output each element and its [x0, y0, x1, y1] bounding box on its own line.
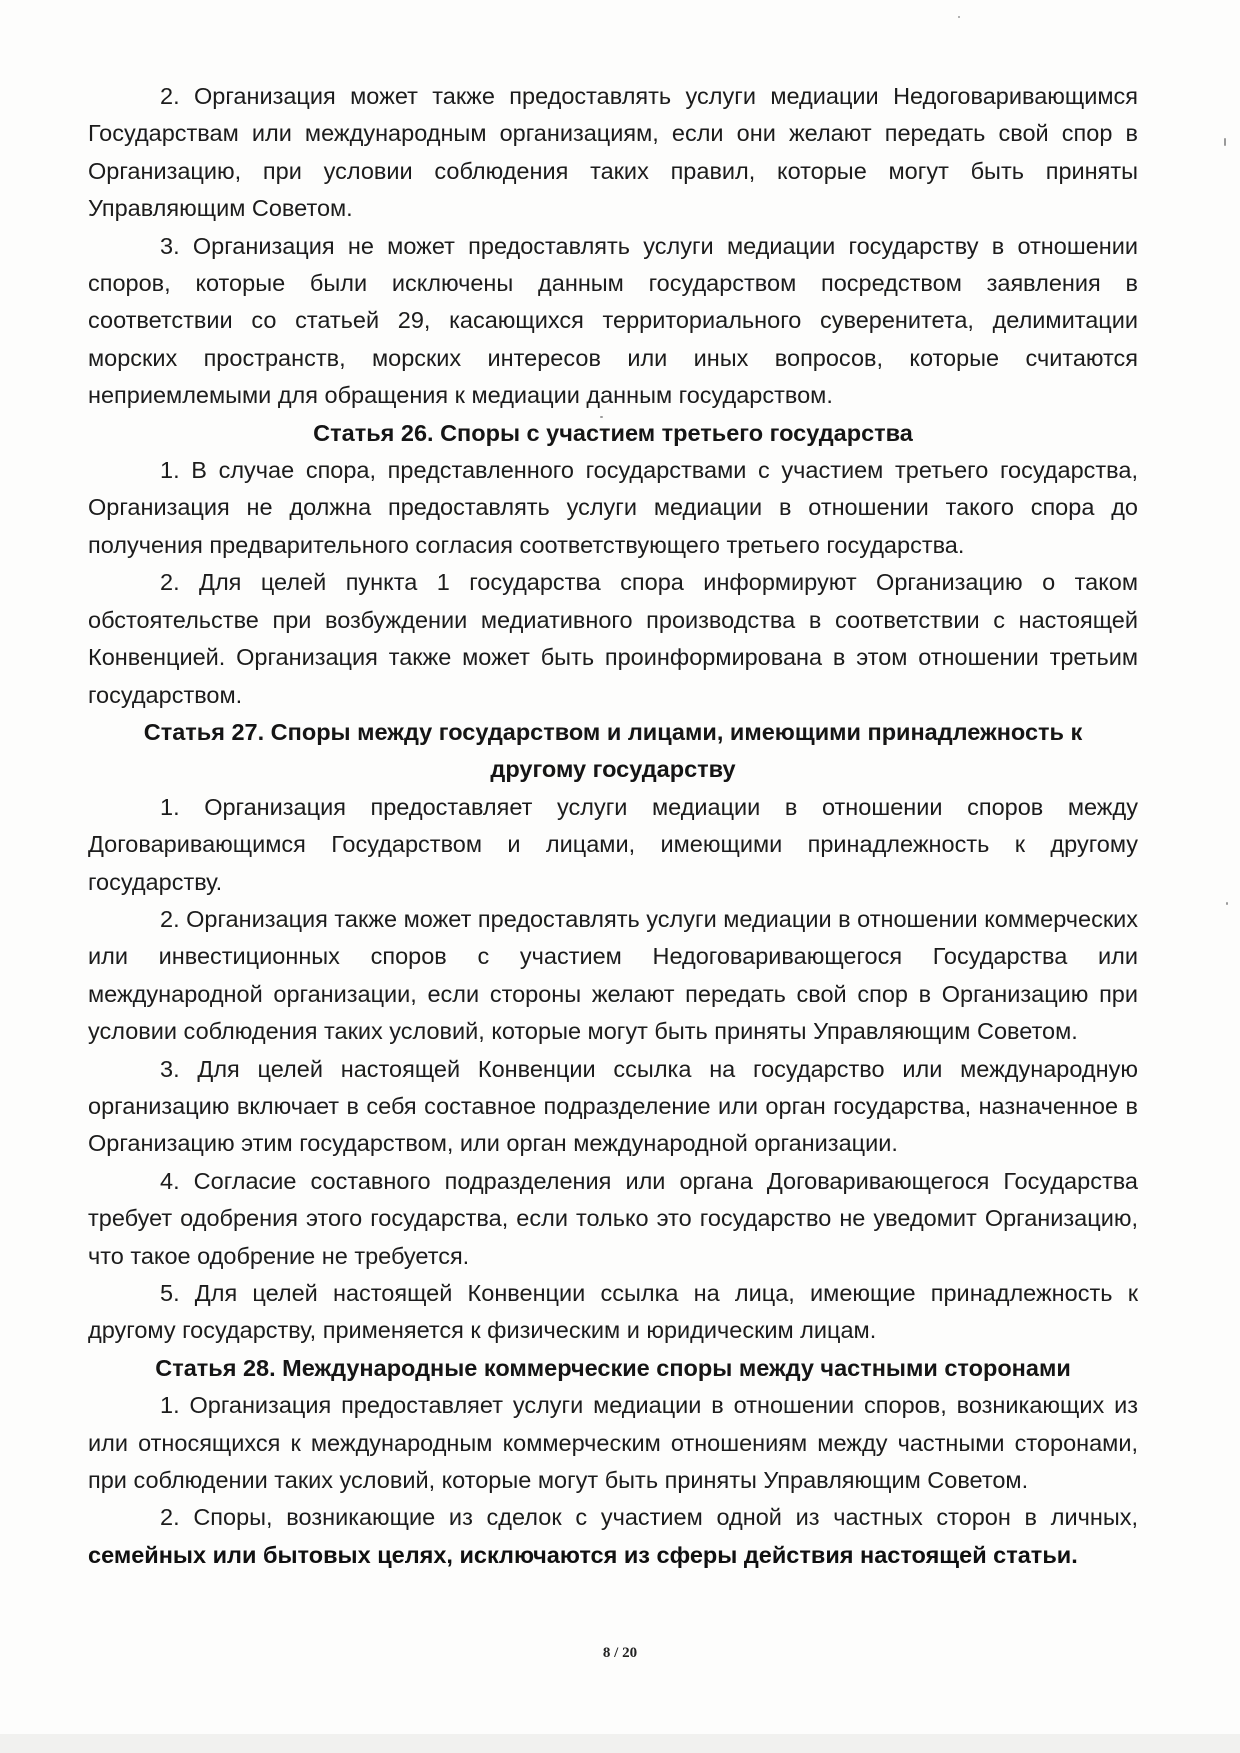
paragraph-25-2: 2. Организация может также предоставлять услуги медиации Недоговаривающимся Государствам или международным организациям, если они желают передать свой спор в Организацию, при условии соблюдения таких правил, которые могут быть приняты Управляющим Советом.: [88, 83, 1138, 222]
scan-speck: [600, 416, 603, 418]
paragraph-28-2: [88, 1499, 1138, 1574]
article-27-heading: Статья 27. Споры между государством и лицами, имеющими принадлежность к другому государству: [143, 718, 1083, 783]
paragraph-27-2: 2. Организация также может предоставлять услуги медиации в отношении коммерческих или инвестиционных споров с участием Недоговаривающегося Государства или международной организации, если стороны желают передать свой спор в Организацию при условии соблюдения таких условий, которые могут быть приняты Управляющим Советом.: [88, 905, 1138, 1045]
scan-speck: [1226, 902, 1228, 905]
scan-speck: [1224, 138, 1226, 146]
paragraph-27-3: 3. Для целей настоящей Конвенции ссылка на государство или международную организацию включает в себя составное подразделение или орган государства, назначенное в Организацию этим государством, или орган международной организации.: [88, 1055, 1138, 1157]
page-number: 8 / 20: [602, 1645, 638, 1661]
paragraph-27-4: 4. Согласие составного подразделения или органа Договаривающегося Государства требует одобрения этого государства, если только это государство не уведомит Организацию, что такое одобрение не требуется.: [88, 1167, 1138, 1269]
paragraph-28-2-line-1: 2. Споры, возникающие из сделок с участием одной из частных сторон в личных,: [160, 1504, 1138, 1531]
article-26-heading: Статья 26. Споры с участием третьего государства: [313, 419, 913, 446]
paragraph-28-2-line-2: семейных или бытовых целях, исключаются из сферы действия настоящей статьи.: [88, 1541, 1078, 1568]
scan-bottom-edge: [0, 1734, 1240, 1753]
paragraph-26-1: 1. В случае спора, представленного государствами с участием третьего государства, Организация не должна предоставлять услуги медиации в отношении такого спора до получения предварительного согласия соответствующего третьего государства.: [88, 457, 1138, 558]
scan-speck: [958, 16, 960, 18]
paragraph-27-1: 1. Организация предоставляет услуги медиации в отношении споров между Договаривающимся Государством и лицами, имеющими принадлежность к другому государству.: [88, 793, 1138, 895]
paragraph-26-2: 2. Для целей пункта 1 государства спора информируют Организацию о таком обстоятельстве при возбуждении медиативного производства в соответствии с настоящей Конвенцией. Организация также может быть проинформирована в этом отношении третьим государством.: [88, 569, 1138, 708]
paragraph-27-5: 5. Для целей настоящей Конвенции ссылка на лица, имеющие принадлежность к другому государству, применяется к физическим и юридическим лицам.: [88, 1280, 1138, 1344]
page-content: [88, 78, 1138, 1574]
article-28-heading: Статья 28. Международные коммерческие споры между частными сторонами: [155, 1354, 1071, 1381]
paragraph-25-3: 3. Организация не может предоставлять услуги медиации государству в отношении споров, которые были исключены данным государством посредством заявления в соответствии со статьей 29, касающихся территориального суверенитета, делимитации морских пространств, морских интересов или иных вопросов, которые считаются неприемлемыми для обращения к медиации данным государством.: [88, 232, 1138, 409]
paragraph-28-1: 1. Организация предоставляет услуги медиации в отношении споров, возникающих из или относящихся к международным коммерческим отношениям между частными сторонами, при соблюдении таких условий, которые могут быть приняты Управляющим Советом.: [88, 1392, 1138, 1494]
